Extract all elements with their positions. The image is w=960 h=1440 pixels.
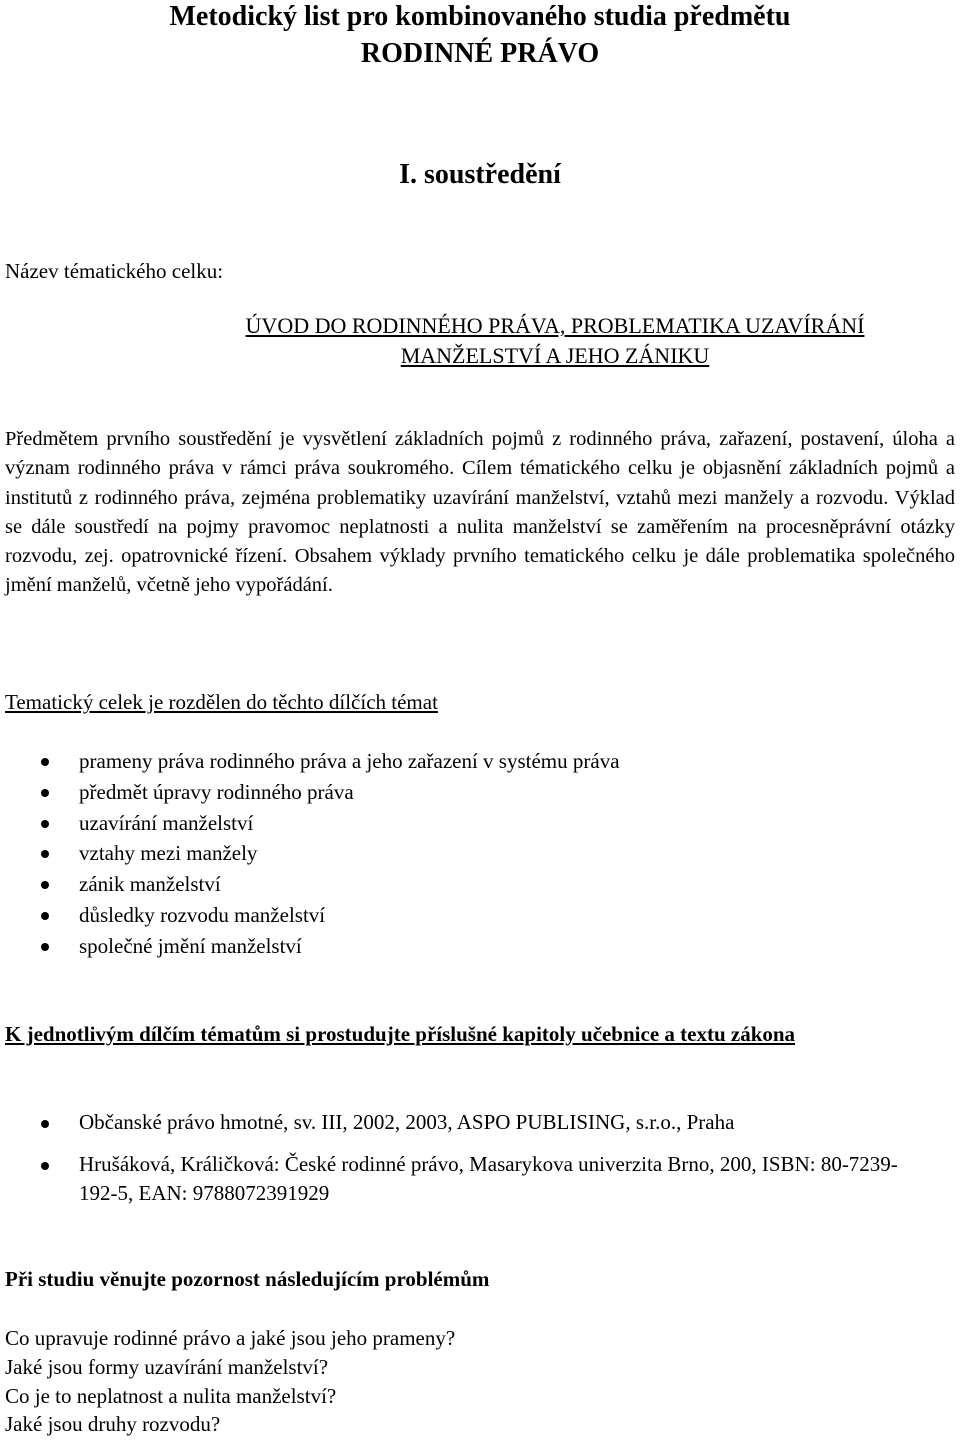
bullet-icon <box>41 943 49 951</box>
list-item: prameny práva rodinného práva a jeho zařazení v systému práva <box>0 746 620 777</box>
question-2: Jaké jsou formy uzavírání manželství? <box>5 1355 329 1379</box>
bullet-icon <box>41 789 49 797</box>
document-title-line-1: Metodický list pro kombinovaného studia předmětu <box>169 1 791 32</box>
theme-title-line-2: MANŽELSTVÍ A JEHO ZÁNIKU <box>400 343 710 368</box>
questions-heading: Při studiu věnujte pozornost následujícím problémům <box>5 1267 490 1291</box>
theme-title-line-1: ÚVOD DO RODINNÉHO PRÁVA, PROBLEMATIKA UZAVÍRÁNÍ <box>245 313 865 338</box>
references-list <box>0 1108 899 1208</box>
study-heading: K jednotlivým dílčím tématům si prostudujte příslušné kapitoly učebnice a textu zákona <box>5 1022 796 1046</box>
question-1: Co upravuje rodinné právo a jaké jsou jeho prameny? <box>5 1326 456 1350</box>
topics-list <box>0 746 620 962</box>
section-title: I. soustředění <box>399 159 561 190</box>
bullet-icon <box>41 881 49 889</box>
list-item: vztahy mezi manžely <box>0 838 620 869</box>
intro-paragraph: Předmětem prvního soustředění je vysvětlení základních pojmů z rodinného práva, zařazení, postavení, úloha a význam rodinného práva v rámci práva soukromého. Cílem tématického celku je objasnění základních pojmů a institutů z rodinného práva, zejména problematiky uzavírání manželství, vztahů mezi manžely a rozvodu. Výklad se dále soustředí na pojmy pravomoc neplatnosti a nulita manželství se zaměřením na procesněprávní otázky rozvodu, zej. opatrovnické řízení. Obsahem výklady prvního tematického celku je dále problematika společného jmění manželů, včetně jeho vypořádání. <box>5 428 955 597</box>
theme-label: Název tématického celku: <box>5 259 224 283</box>
bullet-icon <box>41 912 49 920</box>
bullet-icon <box>41 1120 49 1128</box>
list-item: uzavírání manželství <box>0 808 620 839</box>
bullet-icon <box>41 758 49 766</box>
question-4: Jaké jsou druhy rozvodu? <box>5 1412 221 1436</box>
list-item: společné jmění manželství <box>0 931 620 962</box>
bullet-icon <box>41 1162 49 1170</box>
bullet-icon <box>41 850 49 858</box>
question-3: Co je to neplatnost a nulita manželství? <box>5 1384 337 1408</box>
bullet-icon <box>41 820 49 828</box>
list-item: důsledky rozvodu manželství <box>0 900 620 931</box>
list-item: Občanské právo hmotné, sv. III, 2002, 2003, ASPO PUBLISING, s.r.o., Praha <box>0 1108 899 1137</box>
document-title-line-2: RODINNÉ PRÁVO <box>360 38 600 69</box>
list-item: Hrušáková, Králičková: České rodinné právo, Masarykova univerzita Brno, 200, ISBN: 80-7239-192-5, EAN: 9788072391929 <box>0 1150 899 1208</box>
topics-heading: Tematický celek je rozdělen do těchto dílčích témat <box>5 690 438 714</box>
list-item: předmět úpravy rodinného práva <box>0 777 620 808</box>
list-item: zánik manželství <box>0 869 620 900</box>
